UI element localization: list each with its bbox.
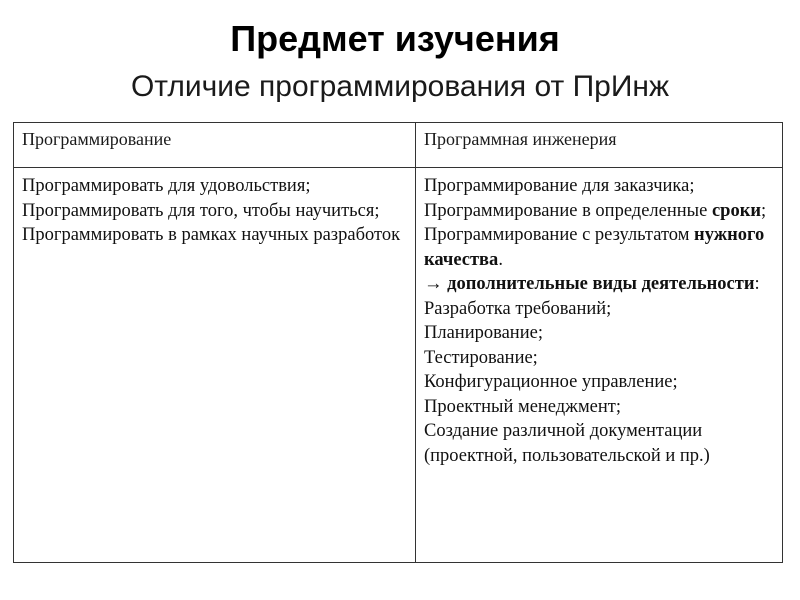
activity-item: Конфигурационное управление; [424, 372, 678, 392]
engineering-item-emphasis: → дополнительные виды деятельности [424, 274, 755, 294]
table-row [14, 168, 783, 563]
engineering-item-punct: ; [761, 200, 767, 221]
engineering-item-emphasis: сроки [711, 200, 762, 221]
engineering-item-emphasis: нужного качества [424, 225, 765, 270]
comparison-table [13, 122, 783, 563]
activity-item: Планирование; [424, 323, 543, 343]
activity-item: Проектный менеджмент; [424, 396, 622, 417]
page-title: Предмет изучения [230, 18, 560, 59]
column-header-programming: Программирование [14, 123, 416, 168]
column-header-engineering: Программная инженерия [416, 123, 783, 168]
engineering-item [424, 199, 774, 224]
activity-item: Создание различной документации (проектной, пользовательской и пр.) [424, 421, 710, 466]
engineering-item-punct: . [498, 249, 503, 270]
activity-item: Разработка требований; [424, 298, 612, 319]
engineering-item [424, 272, 774, 297]
engineering-item-text: Программирование с результатом [424, 225, 690, 245]
engineering-item [424, 223, 774, 272]
engineering-item-punct: : [754, 274, 760, 294]
programming-item: Программировать в рамках научных разработок [22, 225, 401, 245]
engineering-item: Программирование для заказчика; [424, 176, 695, 196]
programming-item: Программировать для удовольствия; [22, 176, 311, 196]
engineering-item-text: Программирование в определенные [424, 200, 708, 221]
table-header-row [14, 123, 783, 168]
page-subtitle: Отличие программирования от ПрИнж [130, 70, 670, 103]
activity-item: Тестирование; [424, 347, 538, 368]
engineering-cell [416, 168, 783, 563]
programming-cell [14, 168, 416, 563]
programming-item: Программировать для того, чтобы научиться; [22, 200, 380, 221]
